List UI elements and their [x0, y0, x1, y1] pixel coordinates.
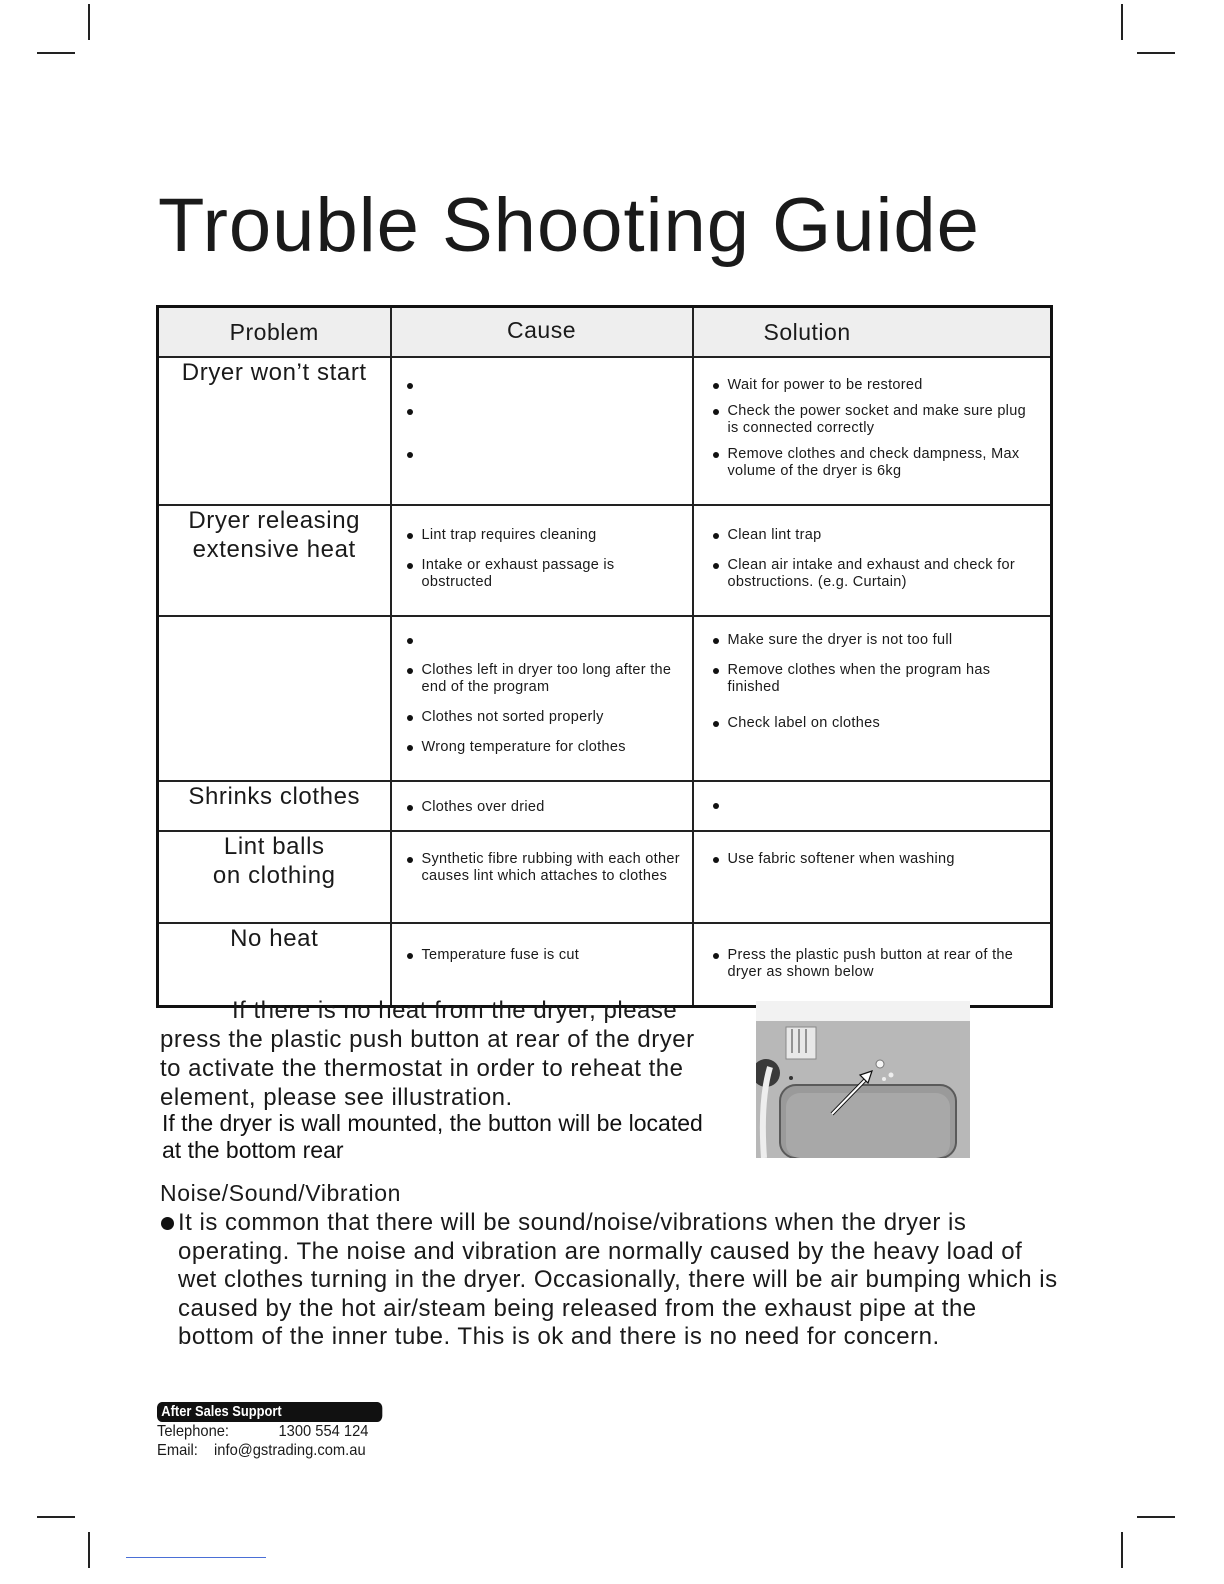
- problem-text: Dryer releasing extensive heat: [188, 507, 361, 563]
- problem-cell: [158, 923, 391, 1007]
- cause-item: [407, 377, 681, 394]
- email-address[interactable]: info@gstrading.com.au: [214, 1442, 366, 1459]
- telephone-label: Telephone:: [157, 1423, 230, 1440]
- table-row: [158, 923, 1052, 1007]
- crop-mark: [37, 1516, 75, 1518]
- problem-text: Lint balls on clothing: [212, 833, 336, 889]
- cause-cell: [391, 505, 693, 616]
- solution-item: Make sure the dryer is not too full: [713, 632, 1040, 649]
- noise-heading: Noise/Sound/Vibration: [160, 1180, 402, 1206]
- cause-item: [407, 632, 681, 649]
- table-row: [158, 781, 1052, 831]
- crop-mark: [1137, 1516, 1175, 1518]
- problem-text: Shrinks clothes: [188, 783, 361, 810]
- table-row: [158, 831, 1052, 923]
- crop-mark: [1137, 52, 1175, 54]
- solution-item: Wait for power to be restored: [713, 377, 1040, 394]
- crop-mark: [88, 4, 90, 40]
- problem-cell: [158, 616, 391, 781]
- cause-cell: [391, 616, 693, 781]
- solution-item: Check label on clothes: [713, 715, 1040, 732]
- crop-mark: [1121, 1532, 1123, 1568]
- solution-item: Press the plastic push button at rear of the dryer as shown below: [713, 947, 1040, 981]
- problem-cell: [158, 357, 391, 505]
- table-header-row: [158, 307, 1052, 358]
- solution-item: Remove clothes and check dampness, Max volume of the dryer is 6kg: [713, 446, 1040, 480]
- solution-item: Remove clothes when the program has finished: [713, 662, 1040, 696]
- no-heat-note: If there is no heat from the dryer, please press the plastic push button at rear of the dryer to activate the thermostat in order to reheat the element, please see illustration.: [160, 997, 695, 1111]
- after-sales-support: [157, 1402, 390, 1460]
- problem-text: Dryer won’t start: [181, 359, 367, 386]
- column-header-solution: Solution: [693, 307, 1052, 358]
- solution-cell: [693, 505, 1052, 616]
- noise-text: It is common that there will be sound/noise/vibrations when the dryer is operating. The noise and vibration are normally caused by the heavy load of wet clothes turning in the dryer. Occasionally, there will be air bumping which is caused by the hot air/steam being released from the exhaust pipe at the bottom of the inner tube. This is ok and there is no need for concern.: [178, 1209, 1058, 1351]
- page-title: Trouble Shooting Guide: [158, 183, 980, 268]
- cause-item: Intake or exhaust passage is obstructed: [407, 557, 681, 591]
- table-row: [158, 505, 1052, 616]
- footer-link-underline: [126, 1557, 266, 1558]
- cause-item: Clothes not sorted properly: [407, 709, 681, 726]
- cause-item: Wrong temperature for clothes: [407, 739, 681, 756]
- noise-paragraph: [160, 1209, 1058, 1352]
- column-header-cause: Cause: [391, 307, 693, 358]
- solution-item: Use fabric softener when washing: [713, 851, 1040, 868]
- crop-mark: [37, 52, 75, 54]
- solution-cell: [693, 357, 1052, 505]
- problem-cell: [158, 781, 391, 831]
- solution-item: Clean lint trap: [713, 527, 1040, 544]
- bullet-icon: [161, 1217, 174, 1230]
- troubleshooting-table: [156, 305, 1053, 1008]
- solution-item: Check the power socket and make sure plug is connected correctly: [713, 403, 1040, 437]
- telephone-line: [157, 1423, 387, 1441]
- cause-item: Clothes left in dryer too long after the end of the program: [407, 662, 681, 696]
- crop-mark: [1121, 4, 1123, 40]
- cause-cell: [391, 357, 693, 505]
- problem-cell: [158, 831, 391, 923]
- support-badge: After Sales Support: [157, 1402, 382, 1422]
- cause-item: [407, 403, 681, 420]
- cause-item: [407, 446, 681, 463]
- rear-button-illustration: [756, 1001, 970, 1158]
- solution-item: [713, 797, 1040, 814]
- cause-item: Clothes over dried: [407, 799, 681, 816]
- cause-cell: [391, 781, 693, 831]
- solution-item: Clean air intake and exhaust and check for obstructions. (e.g. Curtain): [713, 557, 1040, 591]
- table-row: [158, 616, 1052, 781]
- email-line: [157, 1442, 387, 1460]
- cause-item: Temperature fuse is cut: [407, 947, 681, 964]
- crop-mark: [88, 1532, 90, 1568]
- solution-cell: [693, 831, 1052, 923]
- cause-cell: [391, 923, 693, 1007]
- table-row: [158, 357, 1052, 505]
- wall-mount-note: If the dryer is wall mounted, the button will be located at the bottom rear: [162, 1110, 703, 1163]
- problem-text: No heat: [230, 925, 319, 952]
- solution-cell: [693, 923, 1052, 1007]
- cause-cell: [391, 831, 693, 923]
- solution-cell: [693, 616, 1052, 781]
- solution-cell: [693, 781, 1052, 831]
- email-label: Email:: [157, 1442, 198, 1459]
- column-header-problem: Problem: [158, 307, 391, 358]
- cause-item: Synthetic fibre rubbing with each other causes lint which attaches to clothes: [407, 851, 681, 885]
- dryer-rear-photo: [756, 1001, 970, 1158]
- problem-cell: [158, 505, 391, 616]
- telephone-number: 1300 554 124: [278, 1423, 369, 1440]
- cause-item: Lint trap requires cleaning: [407, 527, 681, 544]
